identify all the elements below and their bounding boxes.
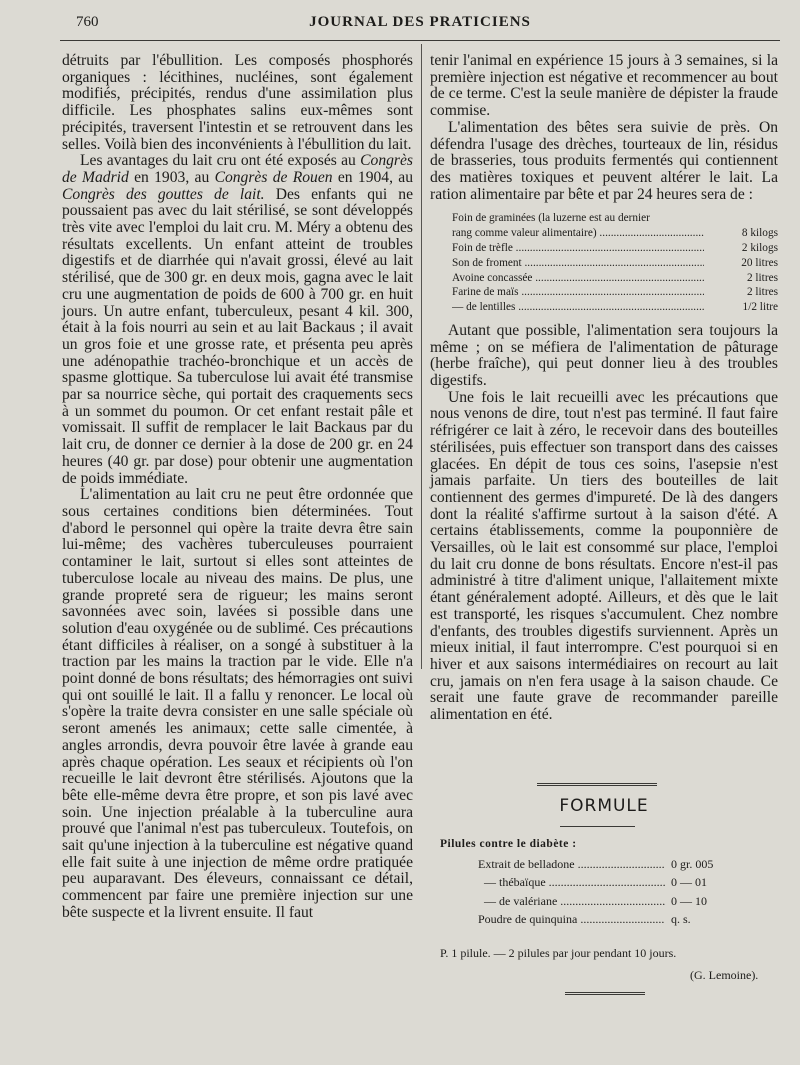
formule-list (478, 855, 743, 928)
ration-row (452, 226, 778, 241)
formule-title: FORMULE (559, 796, 649, 816)
formule-item-name: — de valériane ..... (478, 892, 665, 910)
page-number: 760 (76, 14, 99, 30)
formule-item-qty: 0 — 01 (671, 875, 707, 890)
left-paragraph-3: L'alimentation au lait cru ne peut être ordonnée que sous certaines conditions bien déterminées. Tout d'abord le personnel qui opère la traite devra être sain lui-même; des vachères tuberculeuses pourraient contaminer le lait, surtout si elles sont atteintes de tuberculose locale au niveau des mains. De plus, une grande propreté sera de rigueur; les mains seront savonnées avec soin, lavées si possible dans une solution d'eau oxygénée ou de sublimé. Ces précautions étant difficiles à réaliser, on a songé à substituer à la traction par les mains la traction par le vide. Elle n'a point donné de bons résultats; des hémorragies ont suivi qui ont souillé le lait. Il a fallu y renoncer. Le local où s'opère la traite devra consister en une salle spéciale où seront amenés les animaux; cette salle cimentée, à angles arrondis, devra pouvoir être lavée à grande eau après chaque opération. Les seaux et récipients où l'on recueille le lait devront être stérilisés. Ajoutons que la bête elle-même devra être propre, et son pis lavé avec soin. Une injection préalable à la tuberculine aura prouvé que l'animal n'est pas tuberculeux. Toutefois, on sait qu'une injection à la tuberculine est négative quand elle fait suite à une injection de même ordre pratiquée peu auparavant. Des éleveurs, connaissant ce détail, commencent par faire une première injection sur une bête suspecte et la livrent ensuite. Il faut (62, 486, 413, 921)
ration-label: Son de froment ..... (452, 256, 704, 271)
formule-item (478, 910, 743, 928)
formule-item-name: Poudre de quinquina ..... (478, 910, 665, 928)
ration-row (452, 285, 778, 300)
column-divider (421, 44, 422, 669)
ration-qty: 2 litres (746, 271, 778, 284)
ration-row (452, 256, 778, 271)
left-column (62, 53, 413, 922)
journal-title: JOURNAL DES PRATICIENS (309, 14, 531, 30)
section-rule-mid (560, 826, 635, 827)
left-paragraph-1: détruits par l'ébullition. Les composés phosphorés organiques : lécithines, nucléines, sont également modifiés, précipités, rendus d'une assimilation plus difficile. Les phosphates salins eux-mêmes sont précipités, traversent l'intestin et se retrouvent dans les selles. Voilà bien des inconvénients à l'ébullition du lait. (62, 52, 413, 153)
ration-table (452, 211, 778, 315)
ration-label: Farine de maïs ..... (452, 285, 704, 300)
formule-item-name: — thébaïque ..... (478, 873, 665, 891)
text-span: Les avantages du lait cru ont été exposés au (80, 152, 361, 170)
ration-row (452, 271, 778, 286)
ration-label: — de lentilles ..... (452, 300, 704, 315)
congress-gouttes: Congrès des gouttes de lait. (62, 185, 265, 203)
formule-item (478, 892, 743, 910)
right-paragraph-3: Autant que possible, l'alimentation sera toujours la même ; on se méfiera de l'alimentation de pâturage (herbe fraîche), qui peut donner lieu à des troubles digestifs. (430, 321, 778, 390)
ration-label: Avoine concassée ..... (452, 271, 704, 286)
right-paragraph-1: tenir l'animal en expérience 15 jours à 3 semaines, si la première injection est négative et recommencer au bout de ce terme. C'est la seule manière de dépister la fraude commise. (430, 52, 778, 120)
section-rule-top (537, 783, 657, 786)
page-header (60, 14, 780, 36)
right-column (430, 53, 778, 724)
formule-subtitle: Pilules contre le diabète : (440, 838, 577, 850)
right-paragraph-4: Une fois le lait recueilli avec les précautions que nous venons de dire, tout n'est pas terminé. Il faut faire réfrigérer ce lait à zéro, le recevoir dans des bouteilles stérilisées, puis effectuer son transport dans des caisses glacées. En dépit de tous ces soins, l'asepsie n'est jamais parfaite. Un tiers des bouteilles de lait contiennent des germes d'impureté. De là des dangers dont la réalité s'affirme surtout à la saison d'été. A certains établissements, comme la pouponnière de Versailles, où le lait est consommé sur place, l'emploi du lait cru donne de bons résultats. Encore n'est-il pas administré à titre d'aliment unique, l'allaitement mixte étant généralement adopté. Ailleurs, et dès que le lait est transporté, les risques s'accumulent. Chez nombre d'enfants, des troubles digestifs surviennent. Après un mieux initial, il faut interrompre. C'est pourquoi si en hiver et aux saisons intermédiaires on recourt au lait cru, jamais on n'en fera usage à la saison chaude. Ce serait une faute grave de recommander pareille alimentation en été. (430, 388, 778, 724)
ration-row (452, 300, 778, 315)
ration-head: Foin de graminées (la luzerne est au dernier (452, 212, 650, 225)
right-paragraph-2: L'alimentation des bêtes sera suivie de près. On défendra l'usage des drèches, tourteaux de lin, résidus de brasseries, tous produits fermentés qui contiennent des matières toxiques et peuvent altérer le lait. La ration alimentaire par bête et par 24 heures sera de : (430, 118, 778, 203)
formule-item (478, 873, 743, 891)
ration-qty: 1/2 litre (742, 301, 778, 314)
formule-item-name: Extrait de belladone ..... (478, 855, 665, 873)
ration-qty: 2 kilogs (741, 241, 778, 254)
left-paragraph-2 (62, 153, 413, 487)
header-rule (60, 40, 780, 41)
ration-qty: 8 kilogs (741, 227, 778, 240)
ration-label: Foin de trèfle ..... (452, 241, 704, 256)
ration-qty: 2 litres (746, 286, 778, 299)
text-span: en 1904, au (332, 168, 414, 186)
ration-row (452, 241, 778, 256)
congress-rouen: Congrès de Rouen (214, 168, 333, 186)
text-span: en 1903, au (128, 168, 215, 186)
ration-label: rang comme valeur alimentaire) ..... (452, 226, 704, 241)
section-rule-bottom (565, 992, 645, 995)
ration-qty: 20 litres (741, 256, 778, 269)
formule-item-qty: 0 — 10 (671, 893, 707, 908)
formule-dosage: P. 1 pilule. — 2 pilules par jour pendant 10 jours. (440, 946, 677, 960)
formule-signature: (G. Lemoine). (690, 968, 759, 982)
text-span: Des enfants qui ne poussaient pas avec du lait stérilisé, se sont développés très vite avec l'emploi du lait cru. M. Méry a obtenu des résultats excellents. Un enfant atteint de troubles digestifs et de diarrhée qui n'avait grossi, élevé au lait stérilisé, que de 300 gr. en deux mois, gagna avec le lait cru une augmentation de poids de 600 à 700 gr. en huit jours. Un autre enfant, tuberculeux, pesant 4 kil. 300, était à la fois nourri au sein et au lait Backaus ; il avait un gros foie et une grosse rate, et présenta peu après une adénopathie trachéo-bronchique et un accès de spasme glottique. Sa tuberculose lui avait été transmise par sa nourrice sèche, qui portait des craquements secs à un sommet du poumon. Or cet enfant restait pâle et vomissait. Il suffit de remplacer le lait Backaus par du lait cru, de donner ce dernier à la dose de 200 gr. en 24 heures (40 gr. par dose) pour obtenir une augmentation de poids immédiate. (62, 185, 413, 487)
formule-item (478, 855, 743, 873)
formule-item-qty: 0 gr. 005 (671, 857, 714, 871)
formule-item-qty: q. s. (671, 911, 691, 926)
congress-madrid: Congrès de Madrid (62, 152, 413, 186)
